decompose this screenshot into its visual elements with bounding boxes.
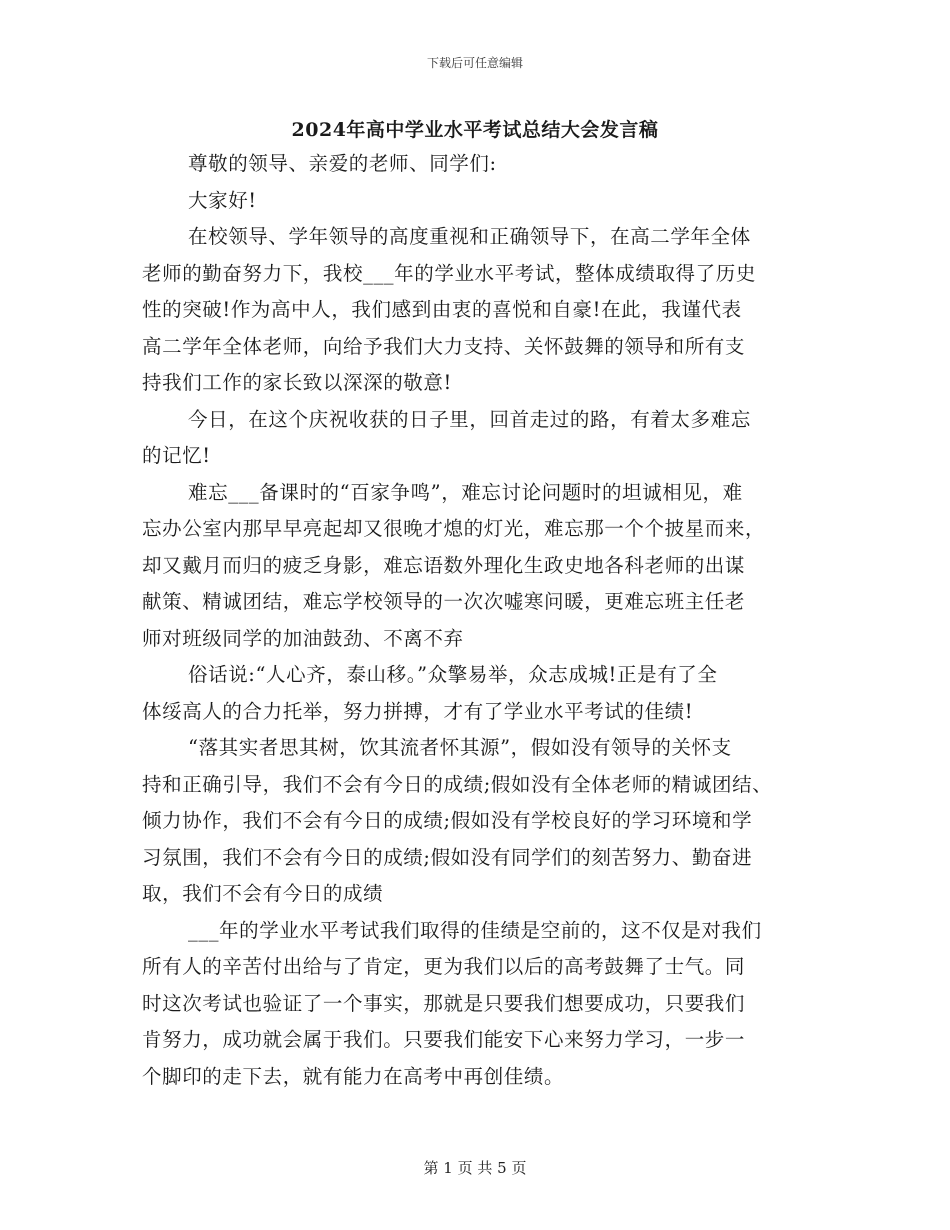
text-line: 却又戴月而归的疲乏身影，难忘语数外理化生政史地各科老师的出谋 [142, 553, 746, 577]
text-line: 俗话说:“人心齐，泰山移。”众擎易举，众志成城!正是有了全 [188, 663, 718, 686]
text-line: 高二学年全体老师，向给予我们大力支持、关怀鼓舞的领导和所有支 [142, 334, 746, 358]
text-line: 倾力协作，我们不会有今日的成绩;假如没有学校良好的学习环境和学 [142, 809, 753, 832]
page-number: 第 1 页 共 5 页 [423, 1159, 527, 1177]
text-line: 老师的勤奋努力下，我校___年的学业水平考试，整体成绩取得了历史 [142, 261, 756, 285]
text-line: 今日，在这个庆祝收获的日子里，回首走过的路，有着太多难忘 [188, 407, 751, 431]
text-line: 忘办公室内那早早亮起却又很晚才熄的灯光，难忘那一个个披星而来， [142, 517, 766, 540]
text-line: 师对班级同学的加油鼓劲、不离不弃 [142, 626, 464, 650]
text-line: 习氛围，我们不会有今日的成绩;假如没有同学们的刻苦努力、勤奋进 [142, 845, 753, 869]
text-line: “落其实者思其树，饮其流者怀其源”，假如没有领导的关怀支 [188, 736, 732, 759]
text-line: 难忘___备课时的“百家争鸣”，难忘讨论问题时的坦诚相见，难 [188, 480, 743, 504]
text-line: ___年的学业水平考试我们取得的佳绩是空前的，这不仅是对我们 [188, 918, 762, 942]
text-line: 个脚印的走下去，就有能力在高考中再创佳绩。 [142, 1064, 565, 1088]
text-line: 的记忆! [142, 444, 211, 467]
text-line: 肯努力，成功就会属于我们。只要我们能安下心来努力学习，一步一 [142, 1028, 746, 1051]
text-line: 所有人的辛苦付出给与了肯定，更为我们以后的高考鼓舞了士气。同 [142, 955, 746, 978]
text-line: 时这次考试也验证了一个事实，那就是只要我们想要成功，只要我们 [142, 991, 746, 1015]
text-line: 在校领导、学年领导的高度重视和正确领导下，在高二学年全体 [188, 225, 751, 248]
text-line: 取，我们不会有今日的成绩 [142, 882, 384, 905]
document-body [142, 146, 822, 1095]
text-line: 持我们工作的家长致以深深的敬意! [142, 371, 452, 394]
text-line: 性的突破!作为高中人，我们感到由衷的喜悦和自豪!在此，我谨代表 [142, 298, 742, 321]
document-title: 2024年高中学业水平考试总结大会发言稿 [291, 119, 659, 141]
text-line: 献策、精诚团结，难忘学校领导的一次次嘘寒问暖，更难忘班主任老 [142, 590, 746, 613]
text-line: 持和正确引导，我们不会有今日的成绩;假如没有全体老师的精诚团结、 [142, 772, 773, 796]
text-line: 大家好! [188, 188, 257, 212]
text-line: 体绥高人的合力托举，努力拼搏，才有了学业水平考试的佳绩! [142, 699, 694, 723]
header-note: 下载后可任意编辑 [426, 56, 523, 70]
text-line: 尊敬的领导、亲爱的老师、同学们: [188, 152, 497, 175]
